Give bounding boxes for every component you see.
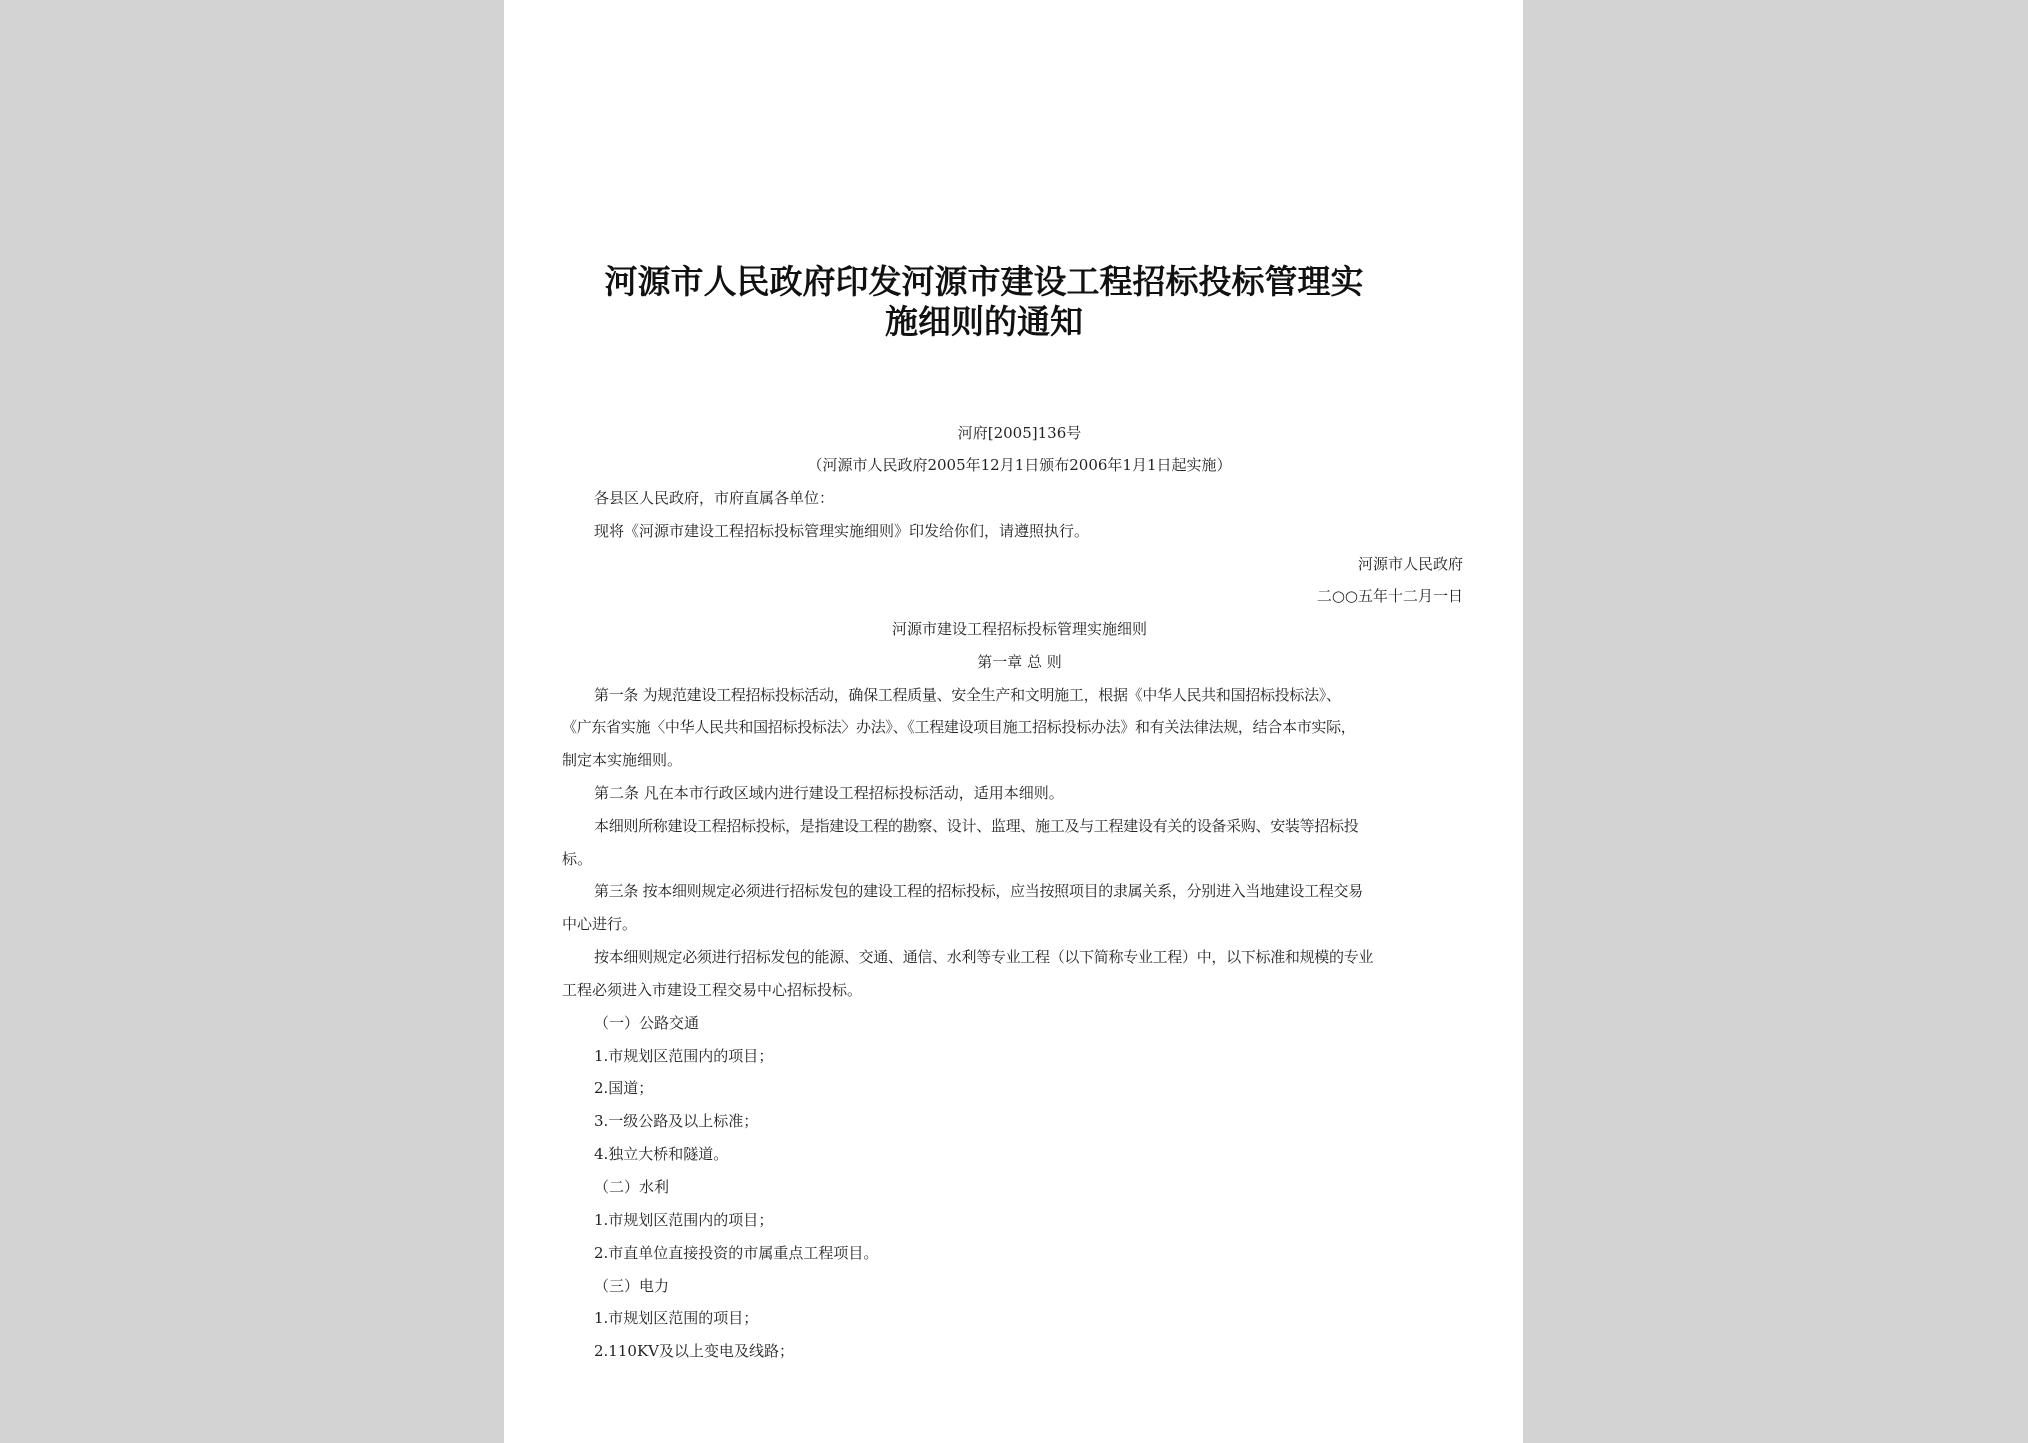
chapter-title: 第一章 总 则	[977, 653, 1062, 671]
list-item: 4.独立大桥和隧道。	[594, 1145, 729, 1163]
article-2: 第二条 凡在本市行政区域内进行建设工程招标投标活动，适用本细则。	[594, 784, 1064, 802]
list-item: 2.国道；	[594, 1079, 654, 1097]
article-1-line-2: 《广东省实施〈中华人民共和国招标投标法〉办法》、《工程建设项目施工招标投标办法》和有关法律法规，结合本市实际，	[562, 718, 1356, 736]
doc-number: 河府[2005]136号	[957, 424, 1082, 442]
intro-text: 现将《河源市建设工程招标投标管理实施细则》印发给你们，请遵照执行。	[594, 522, 1090, 540]
list-item: 2.110KV及以上变电及线路；	[594, 1342, 794, 1360]
article-3-line-2: 中心进行。	[562, 915, 638, 933]
rules-title: 河源市建设工程招标投标管理实施细则	[891, 620, 1147, 638]
article-1-line-1: 第一条 为规范建设工程招标投标活动，确保工程质量、安全生产和文明施工，根据《中华人民共和国招标投标法》、	[594, 686, 1341, 704]
scope-line-2: 标。	[562, 850, 593, 868]
section-heading: （二）水利	[594, 1178, 670, 1196]
special-line-1: 按本细则规定必须进行招标发包的能源、交通、通信、水利等专业工程（以下简称专业工程）中，以下标准和规模的专业	[594, 948, 1374, 966]
section-heading: （三）电力	[594, 1277, 670, 1295]
special-line-2: 工程必须进入市建设工程交易中心招标投标。	[562, 981, 863, 999]
issue-date: 二○○五年十二月一日	[1316, 587, 1463, 605]
document-title: 河源市人民政府印发河源市建设工程招标投标管理实施细则的通知	[604, 262, 1364, 341]
issue-note: （河源市人民政府2005年12月1日颁布2006年1月1日起实施）	[807, 456, 1232, 474]
list-item: 3.一级公路及以上标准；	[594, 1112, 759, 1130]
list-item: 2.市直单位直接投资的市属重点工程项目。	[594, 1244, 879, 1262]
section-heading: （一）公路交通	[594, 1014, 700, 1032]
salutation: 各县区人民政府，市府直属各单位：	[594, 489, 835, 507]
document-page	[504, 0, 1523, 1443]
signatory: 河源市人民政府	[1357, 555, 1463, 573]
article-1-line-3: 制定本实施细则。	[562, 751, 683, 769]
scope-line-1: 本细则所称建设工程招标投标，是指建设工程的勘察、设计、监理、施工及与工程建设有关的设备采购、安装等招标投	[594, 817, 1359, 835]
article-3-line-1: 第三条 按本细则规定必须进行招标发包的建设工程的招标投标，应当按照项目的隶属关系，分别进入当地建设工程交易	[594, 882, 1363, 900]
list-item: 1.市规划区范围内的项目；	[594, 1047, 774, 1065]
list-item: 1.市规划区范围的项目；	[594, 1309, 759, 1327]
list-item: 1.市规划区范围内的项目；	[594, 1211, 774, 1229]
